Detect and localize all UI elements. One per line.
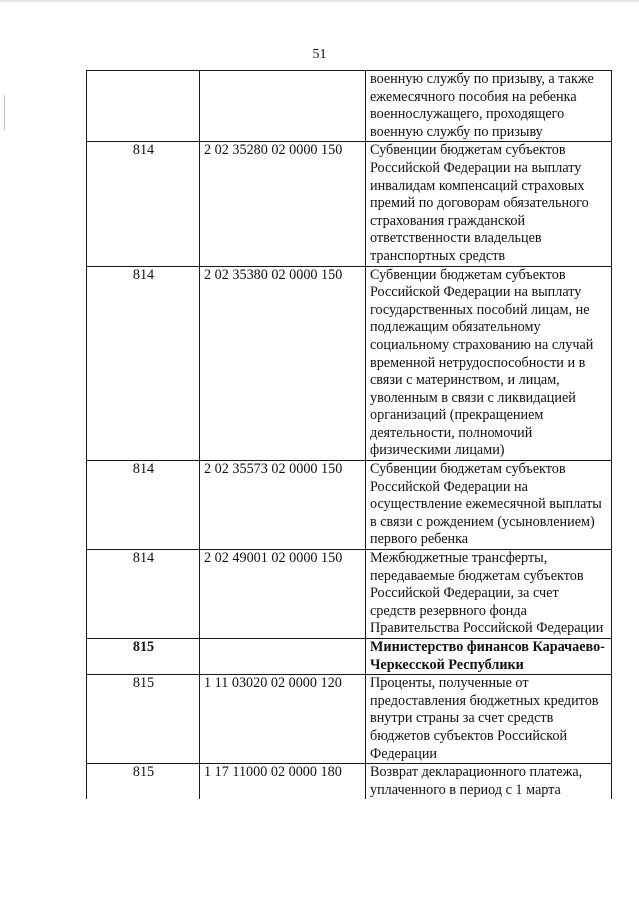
table-row xyxy=(87,266,612,461)
table-row xyxy=(87,764,612,800)
admin-code-cell: 815 xyxy=(87,675,200,764)
budget-code-cell: 2 02 35573 02 0000 150 xyxy=(200,461,366,550)
budget-code-cell xyxy=(200,71,366,142)
revenue-name-cell: Проценты, полученные от предоставления бюджетных кредитов внутри страны за счет средств бюджетов субъектов Российской Федерации xyxy=(366,675,612,764)
table-row xyxy=(87,461,612,550)
revenue-name-cell: Субвенции бюджетам субъектов Российской Федерации на выплату инвалидам компенсаций страховых премий по договорам обязательного страхования гражданской ответственности владельцев транспортных средств xyxy=(366,142,612,266)
budget-code-cell xyxy=(200,639,366,675)
table-row xyxy=(87,550,612,639)
admin-code-cell: 815 xyxy=(87,639,200,675)
table-row xyxy=(87,142,612,266)
admin-code-cell: 814 xyxy=(87,266,200,461)
budget-code-cell: 1 17 11000 02 0000 180 xyxy=(200,764,366,800)
page-number: 51 xyxy=(312,47,327,62)
scan-margin-mark xyxy=(4,95,5,130)
admin-code-cell: 814 xyxy=(87,461,200,550)
section-header-row xyxy=(87,639,612,675)
admin-code-cell: 814 xyxy=(87,550,200,639)
table-row xyxy=(87,675,612,764)
revenue-name-cell: Субвенции бюджетам субъектов Российской Федерации на осуществление ежемесячной выплаты в связи с рождением (усыновлением) первого ребенка xyxy=(366,461,612,550)
revenue-name-cell: военную службу по призыву, а также ежемесячного пособия на ребенка военнослужащего, проходящего военную службу по призыву xyxy=(366,71,612,142)
budget-code-cell: 2 02 49001 02 0000 150 xyxy=(200,550,366,639)
admin-code-cell xyxy=(87,71,200,142)
revenue-name-cell: Межбюджетные трансферты, передаваемые бюджетам субъектов Российской Федерации, за счет средств резервного фонда Правительства Российской Федерации xyxy=(366,550,612,639)
table-row xyxy=(87,71,612,142)
revenue-name-cell: Субвенции бюджетам субъектов Российской Федерации на выплату государственных пособий лицам, не подлежащим обязательному социальному страхованию на случай временной нетрудоспособности и в связи с материнством, и лицам, уволенным в связи с ликвидацией организаций (прекращением деятельности, полномочий физическими лицами) xyxy=(366,266,612,461)
budget-code-cell: 2 02 35280 02 0000 150 xyxy=(200,142,366,266)
scan-edge xyxy=(0,0,639,3)
admin-code-cell: 815 xyxy=(87,764,200,800)
budget-classification-table xyxy=(86,70,612,799)
budget-code-cell: 1 11 03020 02 0000 120 xyxy=(200,675,366,764)
admin-code-cell: 814 xyxy=(87,142,200,266)
budget-code-cell: 2 02 35380 02 0000 150 xyxy=(200,266,366,461)
section-title-cell: Министерство финансов Карачаево-Черкесской Республики xyxy=(366,639,612,675)
revenue-name-cell: Возврат декларационного платежа, уплаченного в период с 1 марта xyxy=(366,764,612,800)
